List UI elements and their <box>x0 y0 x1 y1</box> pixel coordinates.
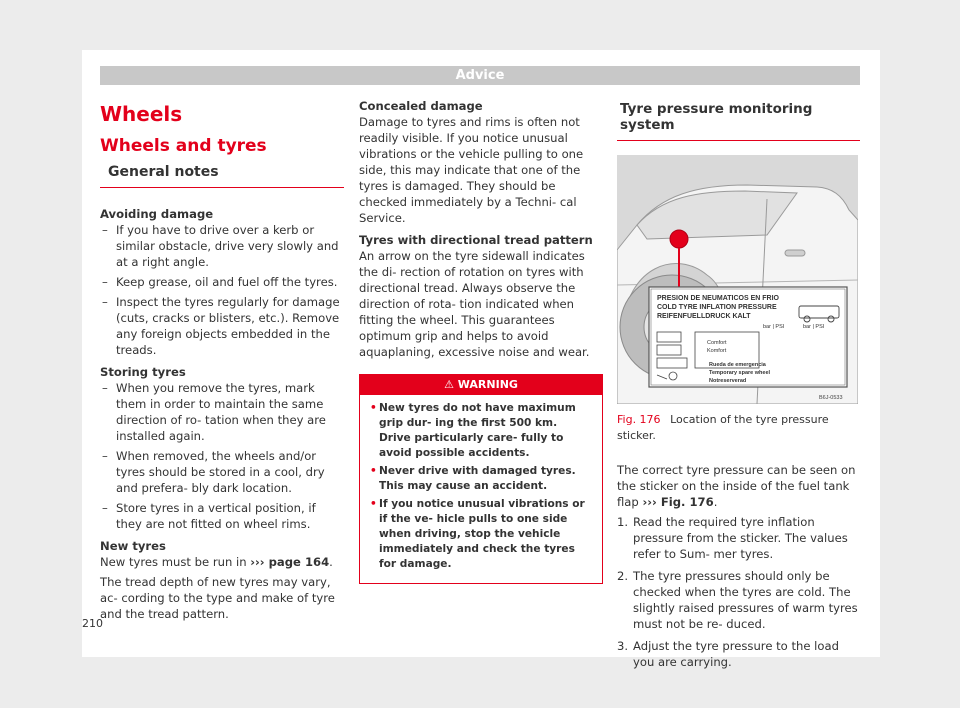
subheading-new-tyres: New tyres <box>100 539 166 553</box>
step-text: Adjust the tyre pressure to the load you are carrying. <box>633 639 839 669</box>
tpms-intro-text: The correct tyre pressure can be seen on the sticker on the inside of the fuel tank flap <box>617 463 856 509</box>
step-text: The tyre pressures should only be checked when the tyres are cold. The slightly raised pressures of warm tyres must not be re- duced. <box>633 569 858 631</box>
storing-tyres-list <box>100 380 344 532</box>
list-item <box>617 514 860 562</box>
car-and-sticker-illustration <box>617 155 858 404</box>
subheading-storing-tyres: Storing tyres <box>100 365 186 379</box>
spare-line-2: Temporary spare wheel <box>709 370 771 376</box>
step-number: 2. <box>617 569 629 583</box>
punctuation: . <box>713 495 718 509</box>
figure-reference-link[interactable]: ››› Fig. 176 <box>642 495 714 509</box>
warning-label: WARNING <box>457 378 518 391</box>
section-title-general-notes: General notes <box>100 163 344 188</box>
spare-line-1: Rueda de emergencia <box>709 362 766 368</box>
tpms-intro-paragraph <box>617 462 860 510</box>
figure-code: B6J-0533 <box>819 395 843 401</box>
page-reference-link[interactable]: ››› page 164 <box>250 555 330 569</box>
column-2 <box>359 98 603 584</box>
list-item: – When you remove the tyres, mark them in order to maintain the same direction of ro- tation when they are installed again. <box>100 380 344 444</box>
warning-item: • If you notice unusual vibrations or if the ve- hicle pulls to one side when driving, stop the vehicle immediately and check the tyres for damage. <box>370 497 592 572</box>
warning-box <box>359 374 603 584</box>
subheading-avoiding-damage: Avoiding damage <box>100 207 214 221</box>
comfort-label-1: Comfort <box>707 340 727 346</box>
list-item: – Keep grease, oil and fuel off the tyres. <box>100 274 344 290</box>
warning-item: • Never drive with damaged tyres. This may cause an accident. <box>370 464 592 494</box>
concealed-damage-paragraph: Damage to tyres and rims is often not readily visible. If you notice unusual vibrations or the vehicle pulling to one side, this may indicate that one of the tyres is damaged. They should be checked immediately by a Techni- cal Service. <box>359 115 584 225</box>
page-number: 210 <box>82 617 103 630</box>
comfort-label-2: Komfort <box>707 348 727 354</box>
sticker-line-3: REIFENFUELLDRUCK KALT <box>657 313 751 320</box>
subheading-directional-tread: Tyres with directional tread pattern <box>359 233 593 247</box>
sticker-line-2: COLD TYRE INFLATION PRESSURE <box>657 304 777 311</box>
punctuation: . <box>329 555 333 569</box>
column-3 <box>617 98 860 676</box>
list-item: – When removed, the wheels and/or tyres should be stored in a cool, dry and prefera- bly dark location. <box>100 448 344 496</box>
section-header-bar: Advice <box>100 66 860 85</box>
spare-line-3: Notreserverad <box>709 378 747 384</box>
figure-caption-text: Location of the tyre pressure sticker. <box>617 413 829 442</box>
warning-header <box>360 375 602 395</box>
figure-caption <box>617 412 860 444</box>
list-item <box>617 638 860 670</box>
warning-body <box>360 395 602 583</box>
column-1 <box>100 98 344 626</box>
new-tyres-text: New tyres must be run in <box>100 555 247 569</box>
list-item: – Inspect the tyres regularly for damage (cuts, cracks or blisters, etc.). Remove any foreign objects embedded in the treads. <box>100 294 344 358</box>
tpms-steps-list <box>617 514 860 670</box>
figure-tyre-pressure-sticker <box>617 155 858 404</box>
directional-tread-paragraph: An arrow on the tyre sidewall indicates the di- rection of rotation on tyres with directional tread. Always observe the direction of rota- tion indicated when fitting the wheel. This guarantees optimum grip and helps to avoid aquaplaning, excessive noise and wear. <box>359 249 590 359</box>
list-item <box>617 568 860 632</box>
chapter-title: Wheels <box>100 102 183 126</box>
step-text: Read the required tyre inflation pressure from the sticker. The values refer to Sum- mer tyres. <box>633 515 848 561</box>
tread-depth-paragraph: The tread depth of new tyres may vary, ac- cording to the type and make of tyre and the tread pattern. <box>100 575 335 621</box>
sticker-line-1: PRESION DE NEUMATICOS EN FRIO <box>657 295 779 302</box>
list-item: – Store tyres in a vertical position, if they are not fitted on wheel rims. <box>100 500 344 532</box>
section-title-tpms: Tyre pressure monitoring system <box>617 98 860 141</box>
warning-triangle-icon: ⚠ <box>444 378 454 391</box>
new-tyres-paragraph <box>100 554 344 570</box>
unit-label-2: bar | PSI <box>803 324 825 330</box>
unit-label-1: bar | PSI <box>763 324 785 330</box>
list-item: – If you have to drive over a kerb or similar obstacle, drive very slowly and at a right angle. <box>100 222 344 270</box>
figure-number: Fig. 176 <box>617 413 661 426</box>
chapter-subtitle: Wheels and tyres <box>100 136 267 156</box>
step-number: 3. <box>617 639 629 653</box>
subheading-concealed-damage: Concealed damage <box>359 99 483 113</box>
step-number: 1. <box>617 515 629 529</box>
avoiding-damage-list <box>100 222 344 358</box>
warning-item: • New tyres do not have maximum grip dur- ing the first 500 km. Drive particularly care- fully to avoid possible accidents. <box>370 401 592 461</box>
